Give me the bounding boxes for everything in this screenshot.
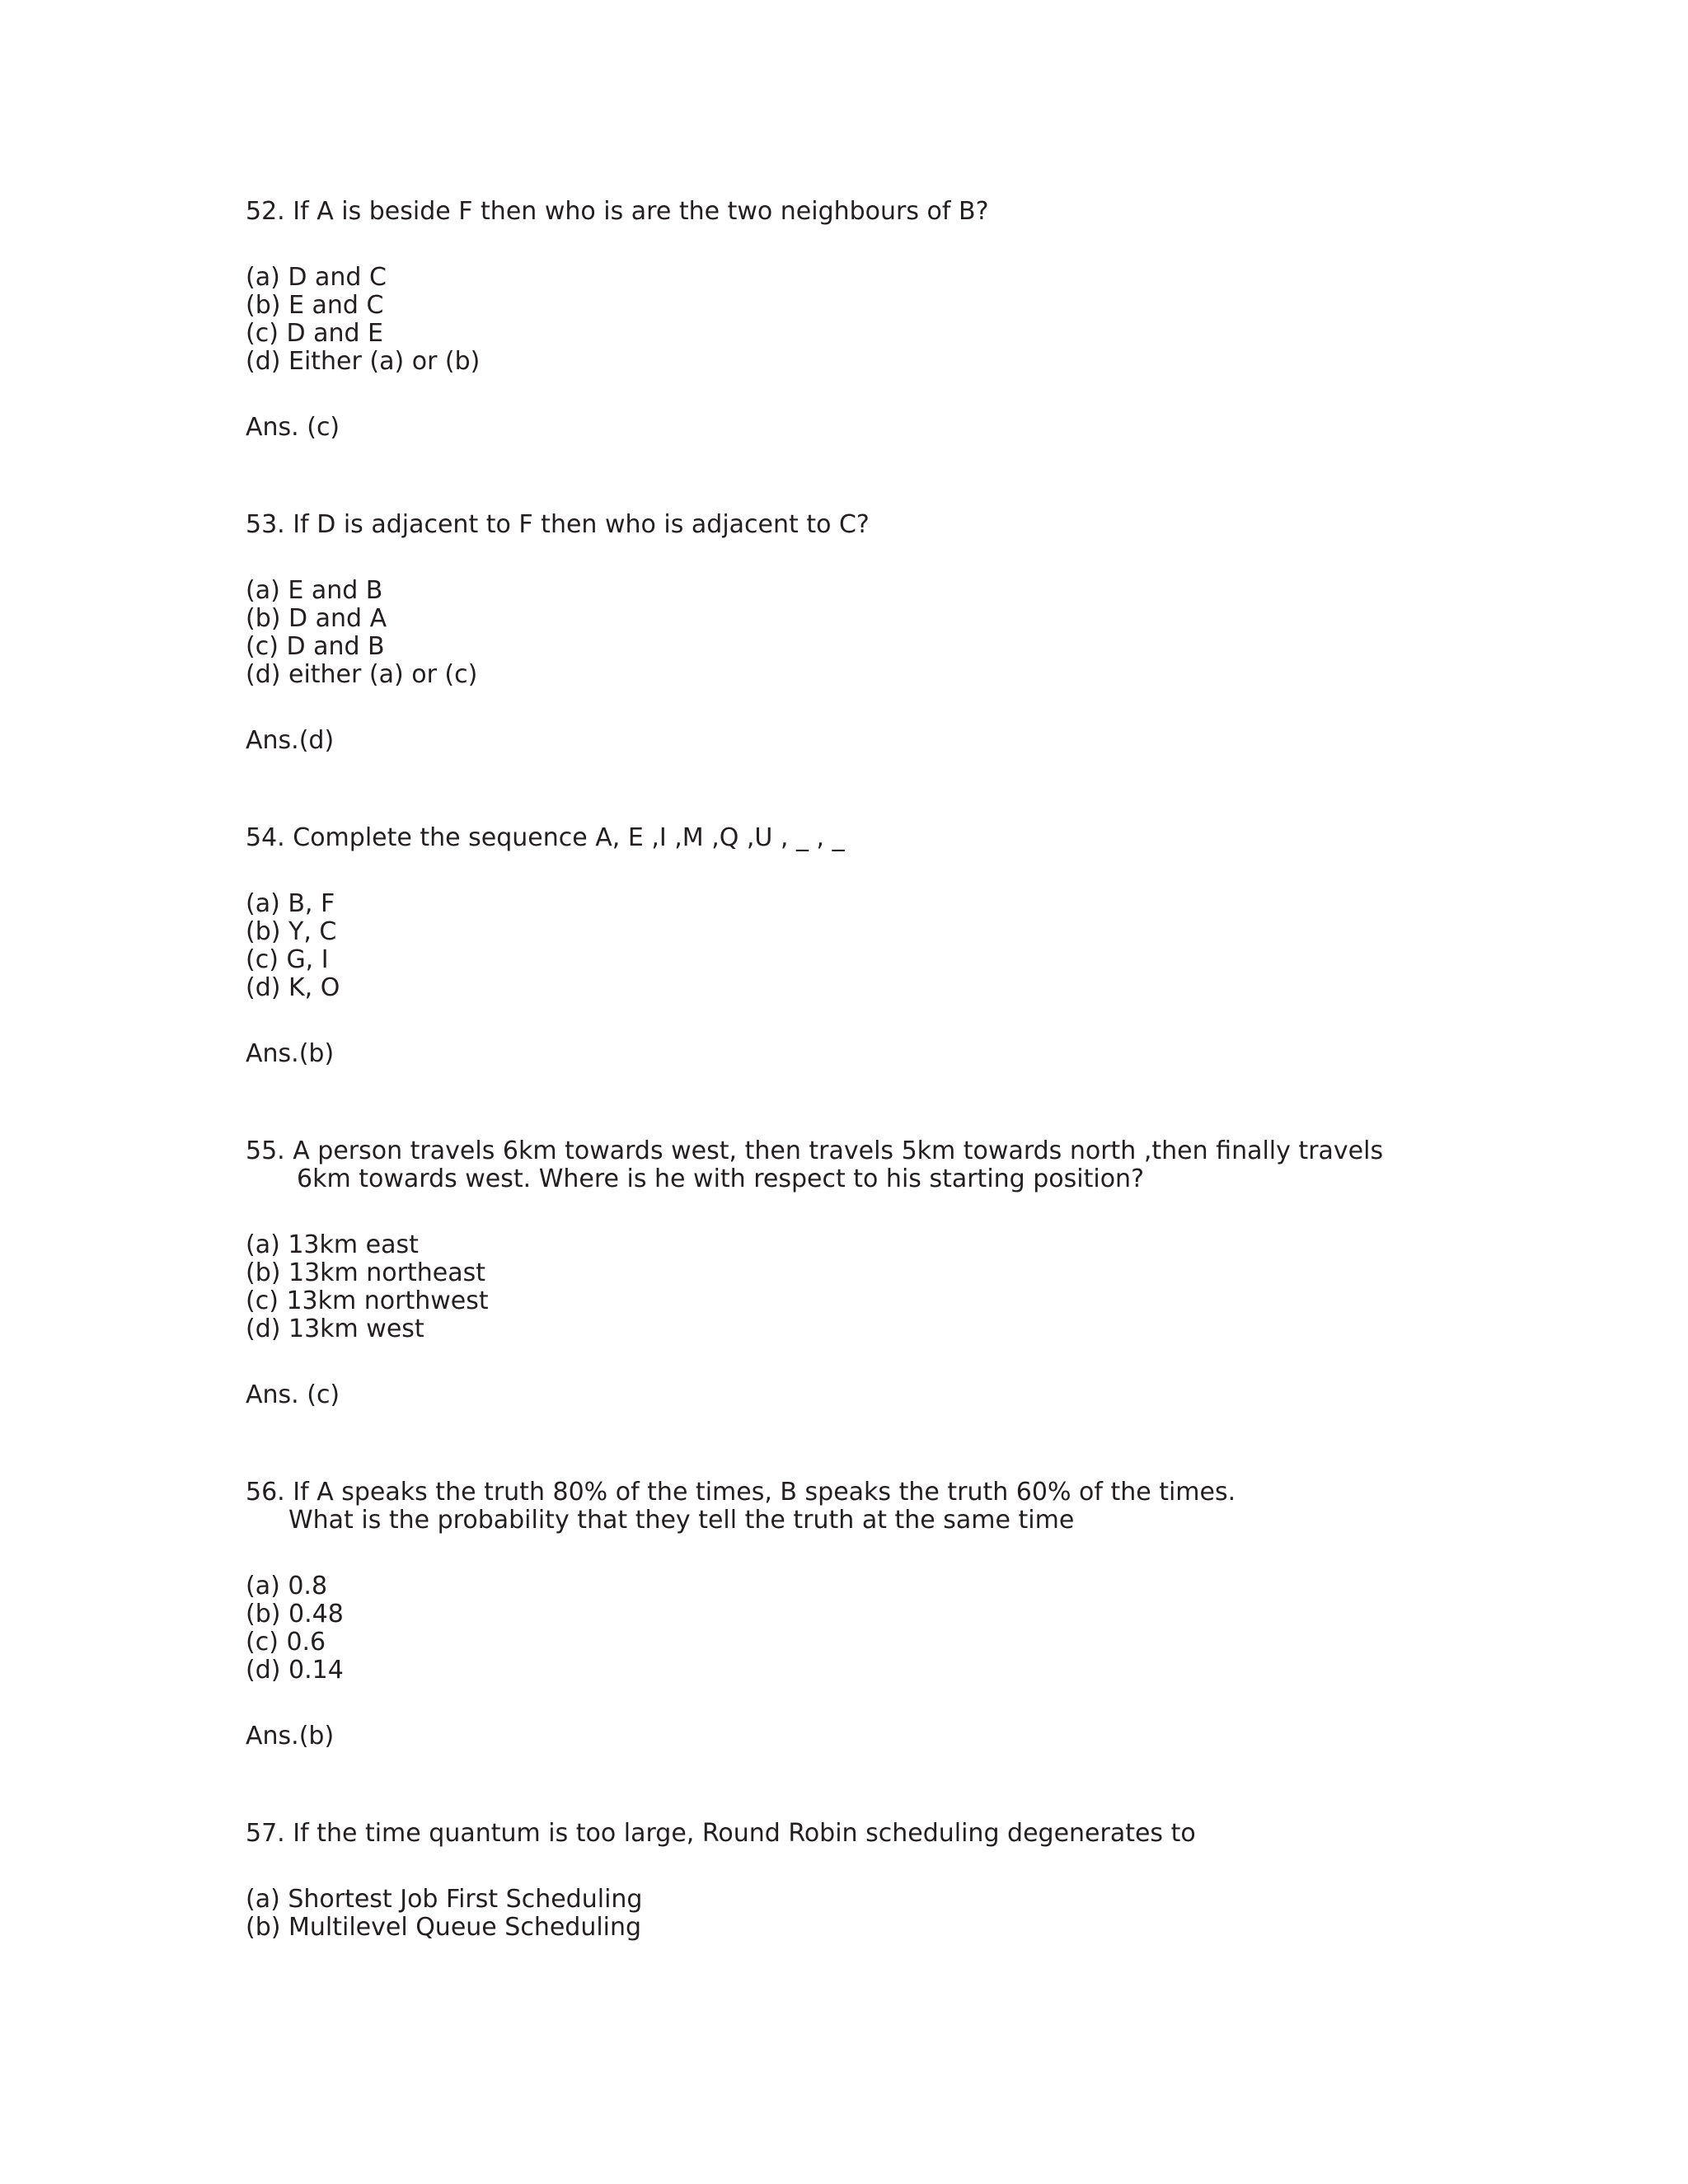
options-list — [246, 264, 1416, 376]
option-b: (b) E and C — [246, 291, 384, 320]
options-list — [246, 1886, 1416, 1942]
answer: Ans. (c) — [246, 1380, 340, 1409]
question-text: 57. If the time quantum is too large, Round Robin scheduling degenerates to — [246, 1819, 1196, 1848]
option-c: (c) G, I — [246, 945, 329, 974]
option-d: (d) K, O — [246, 973, 340, 1002]
question-55 — [246, 1137, 1416, 1409]
option-a: (a) B, F — [246, 889, 335, 918]
option-d: (d) 13km west — [246, 1315, 424, 1343]
option-c: (c) 13km northwest — [246, 1286, 489, 1315]
question-53 — [246, 511, 1416, 755]
option-d: (d) 0.14 — [246, 1656, 344, 1685]
options-list — [246, 1572, 1416, 1685]
answer: Ans.(b) — [246, 1722, 335, 1750]
option-b: (b) Y, C — [246, 917, 337, 946]
option-a: (a) 0.8 — [246, 1572, 328, 1601]
options-list — [246, 577, 1416, 689]
option-b: (b) 13km northeast — [246, 1258, 486, 1287]
option-c: (c) 0.6 — [246, 1628, 326, 1657]
question-text: 52. If A is beside F then who is are the two neighbours of B? — [246, 197, 989, 226]
answer: Ans. (c) — [246, 413, 340, 442]
question-text: 54. Complete the sequence A, E ,I ,M ,Q ,U , _ , _ — [246, 823, 845, 852]
option-a: (a) Shortest Job First Scheduling — [246, 1885, 643, 1914]
option-a: (a) E and B — [246, 576, 383, 605]
question-text: 56. If A speaks the truth 80% of the times, B speaks the truth 60% of the times. — [246, 1478, 1236, 1507]
question-text-continuation: What is the probability that they tell the truth at the same time — [288, 1506, 1075, 1535]
question-text-continuation: 6km towards west. Where is he with respect to his starting position? — [297, 1165, 1144, 1193]
question-54 — [246, 824, 1416, 1068]
question-56 — [246, 1479, 1416, 1750]
answer: Ans.(b) — [246, 1039, 335, 1068]
options-list — [246, 890, 1416, 1002]
question-52 — [246, 198, 1416, 442]
question-text: 55. A person travels 6km towards west, then travels 5km towards north ,then finally travels — [246, 1137, 1384, 1165]
option-c: (c) D and B — [246, 632, 385, 661]
option-b: (b) Multilevel Queue Scheduling — [246, 1913, 642, 1942]
option-b: (b) D and A — [246, 604, 387, 633]
option-d: (d) either (a) or (c) — [246, 660, 478, 689]
option-a: (a) 13km east — [246, 1230, 419, 1259]
option-c: (c) D and E — [246, 319, 384, 348]
option-b: (b) 0.48 — [246, 1600, 344, 1629]
option-a: (a) D and C — [246, 263, 387, 292]
question-text: 53. If D is adjacent to F then who is adjacent to C? — [246, 510, 870, 539]
question-57 — [246, 1820, 1416, 1942]
option-d: (d) Either (a) or (b) — [246, 347, 481, 376]
answer: Ans.(d) — [246, 726, 335, 755]
options-list — [246, 1231, 1416, 1343]
